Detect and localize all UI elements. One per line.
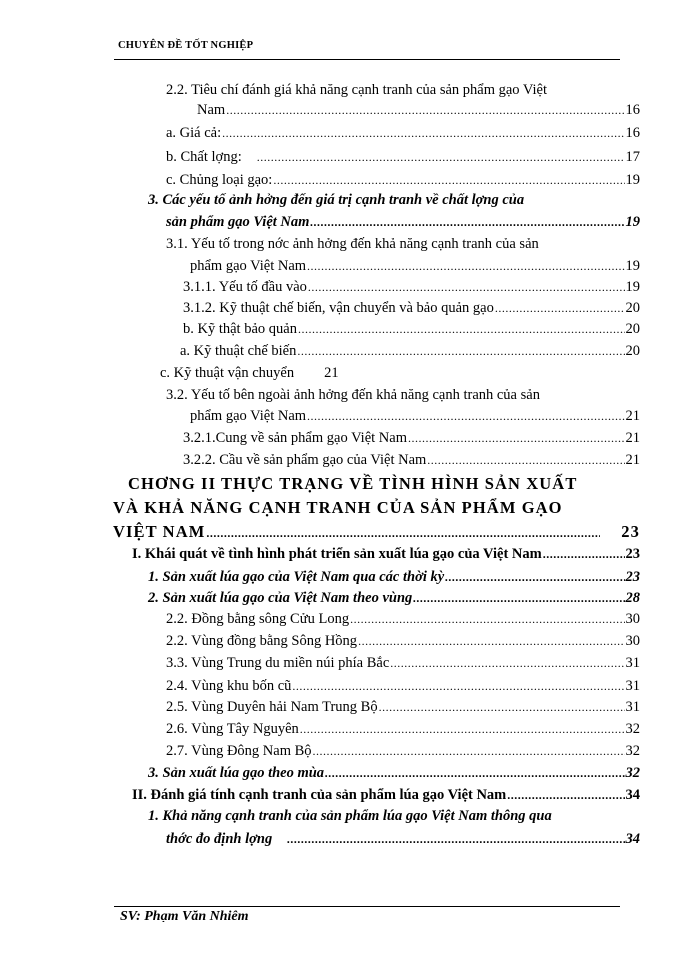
toc-entry-3: sản phẩm gạo Việt Nam ..... 19: [166, 212, 640, 232]
document-header: CHUYÊN ĐỀ TỐT NGHIỆP: [118, 40, 254, 51]
toc-entry-van-chuyen: c. Kỹ thuật vận chuyển 21: [160, 365, 339, 381]
toc-entry-3-1-1: 3.1.1. Yếu tố đầu vào ..... 19: [183, 277, 640, 297]
toc-entry-2-2-line1: 2.2. Tiêu chí đánh giá khả năng cạnh tranh của sản phẩm gạo Việt: [166, 82, 548, 98]
toc-entry-khu-bon-cu: 2.4. Vùng khu bốn cũ ..... 31: [166, 676, 640, 696]
toc-entry-bao-quan: b. Kỹ thật bảo quản ..... 20: [183, 319, 640, 339]
toc-entry-gia-ca: a. Giá cả: ..... 16: [166, 123, 640, 143]
toc-entry-3-1-line1: 3.1. Yếu tố trong nớc ảnh hởng đến khả năng cạnh tranh của sản: [166, 236, 539, 252]
toc-entry-I-3: 3. Sản xuất lúa gạo theo mùa ..... 32: [148, 763, 640, 783]
toc-entry-II-1-line1: 1. Khả năng cạnh tranh của sản phẩm lúa gạo Việt Nam thông qua: [148, 808, 552, 824]
toc-entry-chapter-2: VIỆT NAM ..... 23: [113, 522, 640, 542]
toc-entry-3-1: phẩm gạo Việt Nam ..... 19: [190, 256, 640, 276]
footer-divider: [114, 906, 620, 907]
toc-entry-I-2: 2. Sản xuất lúa gạo của Việt Nam theo vùng ..... 28: [148, 588, 640, 608]
dot-leader: [226, 100, 624, 120]
toc-entry-3-2-line1: 3.2. Yếu tố bên ngoài ảnh hởng đến khả năng cạnh tranh của sản: [166, 387, 540, 403]
toc-entry-3-2: phẩm gạo Việt Nam ..... 21: [190, 406, 640, 426]
toc-entry-3-2-1: 3.2.1.Cung về sản phẩm gạo Việt Nam ..... 21: [183, 428, 640, 448]
header-divider: [114, 59, 620, 60]
toc-entry-trung-du: 3.3. Vùng Trung du miền núi phía Bắc ..... 31: [166, 653, 640, 673]
toc-entry-chat-luong: b. Chất lợng: ..... 17: [166, 147, 640, 167]
chapter-title-line1: CHƠNG II THỰC TRẠNG VỀ TÌNH HÌNH SẢN XUẤT: [128, 474, 578, 493]
toc-entry-3-2-2: 3.2.2. Cầu về sản phẩm gạo của Việt Nam ..... 21: [183, 450, 640, 470]
toc-entry-song-hong: 2.2. Vùng đồng bằng Sông Hồng ..... 30: [166, 631, 640, 651]
toc-entry-chung-loai: c. Chủng loại gạo: ..... 19: [166, 170, 640, 190]
toc-entry-text: Nam: [197, 102, 226, 118]
toc-entry-II: II. Đánh giá tính cạnh tranh của sản phẩm lúa gạo Việt Nam ..... 34: [132, 785, 640, 805]
toc-entry-2-2: [197, 100, 640, 120]
chapter-title-line2: VÀ KHẢ NĂNG CẠNH TRANH CỦA SẢN PHẨM GẠO: [113, 498, 563, 517]
toc-page-number: 16: [625, 102, 640, 118]
toc-entry-tay-nguyen: 2.6. Vùng Tây Nguyên ..... 32: [166, 719, 640, 739]
toc-entry-cuu-long: 2.2. Đồng bằng sông Cửu Long ..... 30: [166, 609, 640, 629]
toc-entry-duyen-hai: 2.5. Vùng Duyên hải Nam Trung Bộ ..... 31: [166, 697, 640, 717]
toc-entry-dong-nam-bo: 2.7. Vùng Đông Nam Bộ ..... 32: [166, 741, 640, 761]
toc-entry-che-bien: a. Kỹ thuật chế biến ..... 20: [180, 341, 640, 361]
toc-entry-3-1-2: 3.1.2. Kỹ thuật chế biến, vận chuyển và bảo quản gạo ..... 20: [183, 298, 640, 318]
document-footer: SV: Phạm Văn Nhiêm: [120, 909, 249, 922]
toc-entry-I: I. Khái quát về tình hình phát triển sản xuất lúa gạo của Việt Nam ..... 23: [132, 544, 640, 564]
toc-entry-3-line1: 3. Các yếu tố ảnh hởng đến giá trị cạnh tranh về chất lợng của: [148, 192, 525, 208]
toc-entry-I-1: 1. Sản xuất lúa gạo của Việt Nam qua các thời kỳ ..... 23: [148, 567, 640, 587]
toc-entry-II-1: thớc đo định lợng ..... 34: [166, 829, 640, 849]
